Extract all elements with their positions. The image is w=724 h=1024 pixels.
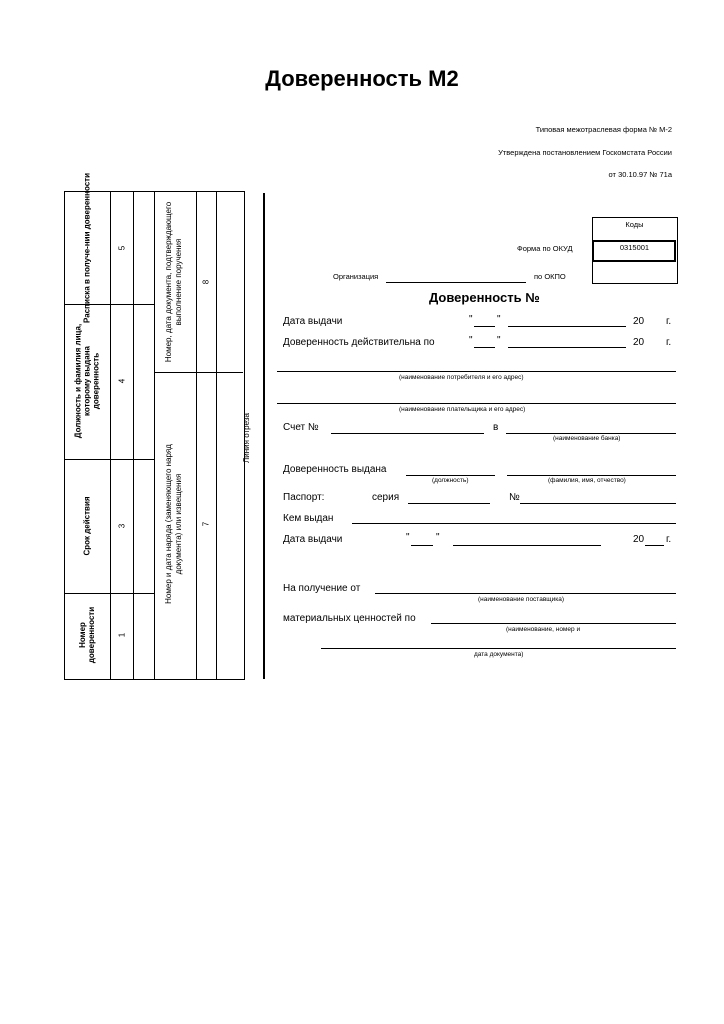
year-suffix: г. [666, 337, 672, 348]
org-field[interactable] [386, 282, 526, 283]
form-title: Доверенность № [429, 290, 540, 305]
page-title: Доверенность М2 [265, 66, 459, 91]
position-hint: (должность) [432, 477, 469, 484]
series-label: серия [372, 492, 400, 503]
form-type-text: Типовая межотраслевая форма № М-2 [535, 125, 672, 134]
quote-open: " [469, 335, 473, 346]
issue-date-label: Дата выдачи [283, 316, 343, 327]
codes-header: Коды [625, 220, 644, 229]
payer-hint: (наименование плательщика и его адрес) [399, 406, 526, 413]
quote-close: " [497, 314, 501, 325]
issued-to-label: Доверенность выдана [283, 464, 387, 475]
issued-by-label: Кем выдан [283, 513, 334, 524]
stub-divider [154, 372, 243, 373]
bank-field[interactable] [506, 433, 676, 434]
series-field[interactable] [408, 503, 490, 504]
quote-close: " [497, 335, 501, 346]
year-prefix: 20 [633, 316, 645, 327]
stub-col7-title: Номер и дата наряда (заменяющего наряд документа) или извещения [164, 444, 183, 604]
stub-divider [64, 304, 154, 305]
org-label: Организация [333, 272, 379, 281]
stub-divider [133, 191, 134, 679]
materials-label: материальных ценностей по [283, 613, 416, 624]
approval-date-text: от 30.10.97 № 71а [608, 170, 672, 179]
stub-col5-num: 5 [117, 245, 127, 251]
passport-date-label: Дата выдачи [283, 534, 343, 545]
approval-text: Утверждена постановлением Госкомстата России [498, 148, 672, 157]
passport-day-field[interactable] [411, 545, 433, 546]
stub-col1-num: 1 [117, 632, 127, 638]
doc-name-hint: (наименование, номер и [506, 626, 581, 633]
account-field[interactable] [331, 433, 484, 434]
okud-label: Форма по ОКУД [517, 244, 573, 253]
position-field[interactable] [406, 475, 495, 476]
stub-col7-num: 7 [201, 521, 211, 527]
supplier-field[interactable] [375, 593, 676, 594]
receive-from-label: На получение от [283, 583, 361, 594]
quote-open: " [469, 314, 473, 325]
okud-value: 0315001 [619, 243, 650, 252]
okpo-label: по ОКПО [534, 272, 566, 281]
materials-doc-field[interactable] [431, 623, 676, 624]
year-suffix: г. [666, 316, 672, 327]
stub-divider [196, 191, 197, 679]
year-suffix: г. [666, 534, 672, 545]
consumer-field[interactable] [277, 371, 676, 372]
stub-col3-title: Срок действия [82, 496, 92, 556]
cut-line [263, 193, 265, 679]
stub-divider [64, 459, 154, 460]
materials-doc-field-2[interactable] [321, 648, 676, 649]
quote-close: " [436, 532, 440, 543]
issue-day-field[interactable] [474, 326, 495, 327]
supplier-hint: (наименование поставщика) [478, 596, 565, 603]
account-label: Счет № [283, 422, 319, 433]
stub-col3-num: 3 [117, 523, 127, 529]
stub-col8-title: Номер, дата документа, подтверждающего выполнение поручения [164, 201, 183, 363]
stub-divider [154, 191, 155, 679]
passport-month-field[interactable] [453, 545, 601, 546]
stub-col8-num: 8 [201, 279, 211, 285]
consumer-hint: (наименование потребителя и его адрес) [399, 374, 524, 381]
bank-hint: (наименование банка) [553, 435, 621, 442]
valid-day-field[interactable] [474, 347, 495, 348]
stub-col5-title: Расписка в получе-нии доверенности [82, 172, 92, 324]
stub-col1-title: Номер доверенности [78, 606, 96, 664]
valid-until-label: Доверенность действительна по [283, 337, 435, 348]
passport-year-field[interactable] [645, 545, 664, 546]
stub-col4-num: 4 [117, 378, 127, 384]
valid-month-field[interactable] [508, 347, 626, 348]
year-prefix: 20 [633, 337, 645, 348]
number-label: № [509, 492, 520, 503]
issue-month-field[interactable] [508, 326, 626, 327]
fio-field[interactable] [507, 475, 676, 476]
stub-divider [64, 593, 154, 594]
fio-hint: (фамилия, имя, отчество) [548, 477, 626, 484]
quote-open: " [406, 532, 410, 543]
year-prefix: 20 [633, 534, 645, 545]
passport-number-field[interactable] [520, 503, 676, 504]
cut-line-label: Линия отреза [242, 413, 251, 463]
issued-by-field[interactable] [352, 523, 676, 524]
stub-col4-title: Должность и фамилия лица, которому выдана доверенность [73, 323, 101, 439]
doc-date-hint: дата документа) [474, 651, 524, 658]
in-label: в [493, 422, 499, 433]
stub-divider [216, 191, 217, 679]
stub-divider [110, 191, 111, 679]
passport-label: Паспорт: [283, 492, 325, 503]
payer-field[interactable] [277, 403, 676, 404]
